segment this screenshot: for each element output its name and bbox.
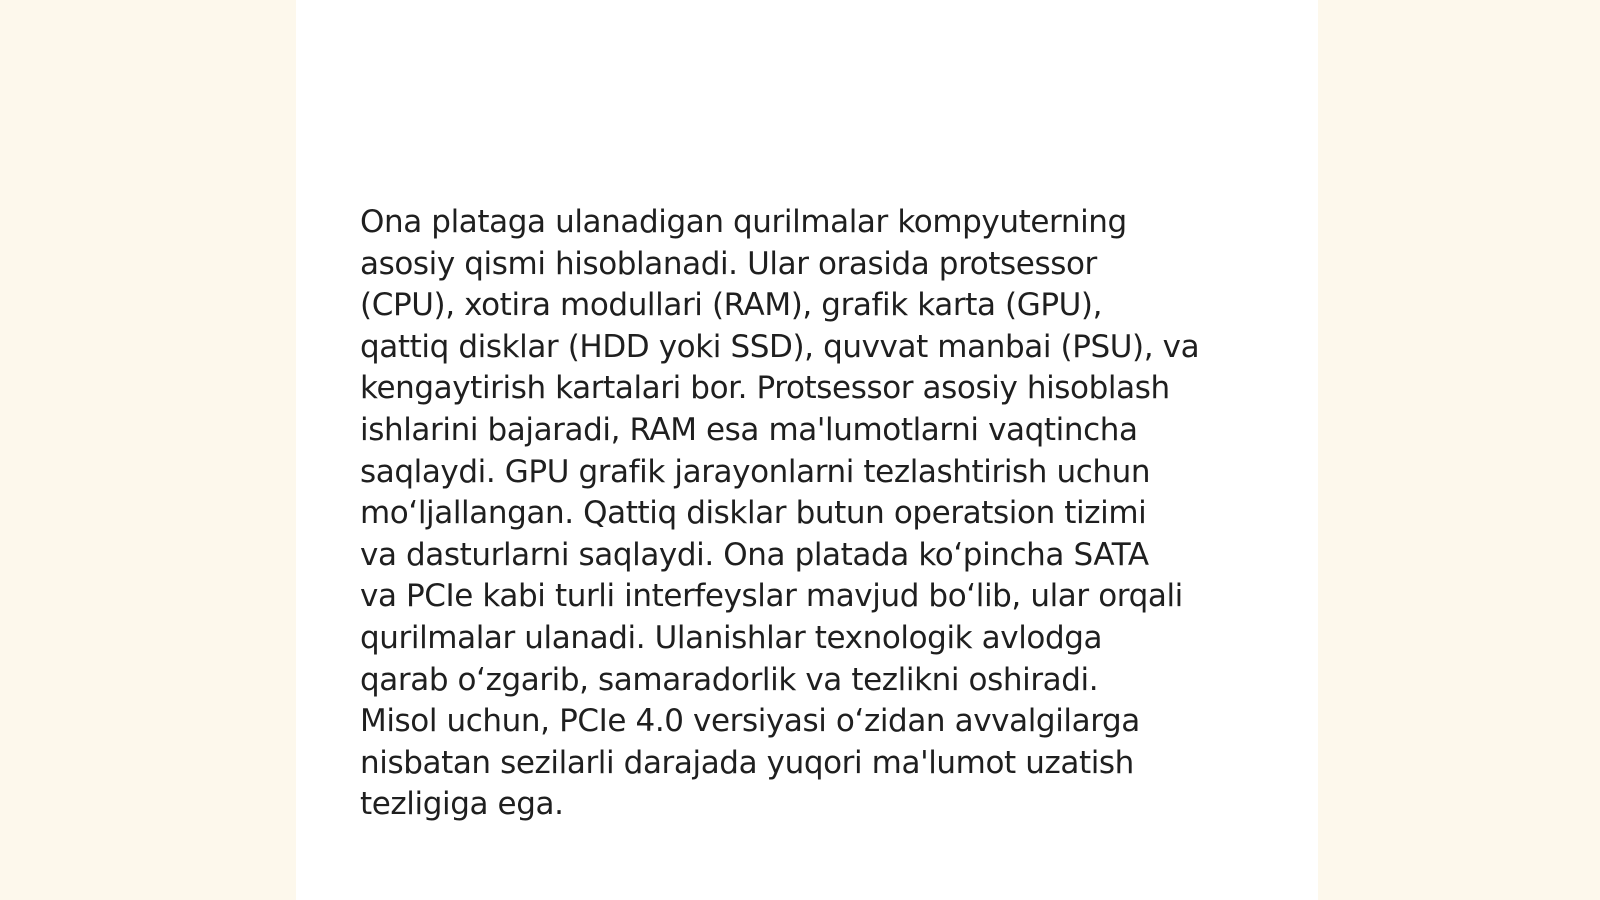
text-line: va dasturlarni saqlaydi. Ona platada ko‘pincha SATA xyxy=(360,536,1149,573)
text-line: saqlaydi. GPU grafik jarayonlarni tezlashtirish uchun xyxy=(360,453,1151,490)
text-line: qattiq disklar (HDD yoki SSD), quvvat manbai (PSU), va xyxy=(360,328,1200,365)
text-line: qurilmalar ulanadi. Ulanishlar texnologik avlodga xyxy=(360,619,1103,656)
text-line: asosiy qismi hisoblanadi. Ular orasida protsessor xyxy=(360,245,1097,282)
text-line: va PCIe kabi turli interfeyslar mavjud bo‘lib, ular orqali xyxy=(360,578,1183,615)
text-line: Misol uchun, PCIe 4.0 versiyasi o‘zidan avvalgilarga xyxy=(360,703,1140,740)
text-line: kengaytirish kartalari bor. Protsessor asosiy hisoblash xyxy=(360,370,1170,407)
text-line: (CPU), xotira modullari (RAM), grafik karta (GPU), xyxy=(360,287,1103,324)
text-line: qarab o‘zgarib, samaradorlik va tezlikni oshiradi. xyxy=(360,661,1099,698)
slide xyxy=(296,0,1318,900)
text-line: ishlarini bajaradi, RAM esa ma'lumotlarni vaqtincha xyxy=(360,411,1138,448)
text-line: tezligiga ega. xyxy=(360,786,564,823)
text-line: mo‘ljallangan. Qattiq disklar butun operatsion tizimi xyxy=(360,495,1147,532)
text-line: Ona plataga ulanadigan qurilmalar kompyuterning xyxy=(360,204,1127,240)
text-line: nisbatan sezilarli darajada yuqori ma'lumot uzatish xyxy=(360,744,1134,781)
slide-body-text xyxy=(360,202,1260,826)
